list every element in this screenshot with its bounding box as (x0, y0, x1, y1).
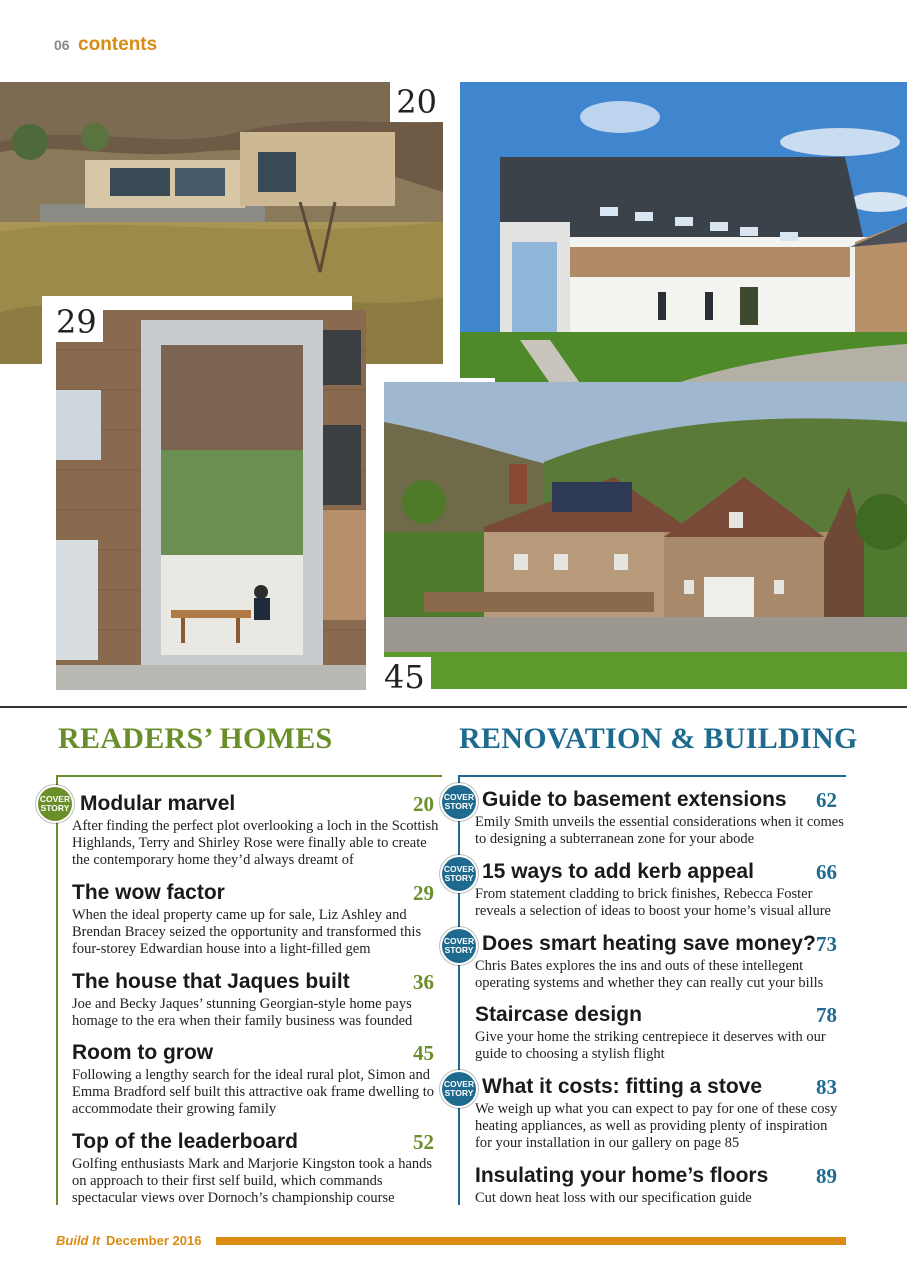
contents-entry[interactable] (475, 1075, 845, 1152)
photo-wow-factor-image (56, 310, 366, 690)
entry-title: The wow factor (72, 881, 225, 904)
entry-description: Golfing enthusiasts Mark and Marjorie Kingston took a hands on approach to their first self build, which commands spectacular views over Dornoch’s championship course (72, 1156, 433, 1206)
contents-entry[interactable] (72, 881, 442, 958)
entry-description: Emily Smith unveils the essential considerations when it comes to designing a subterranean zone for your abode (475, 814, 844, 847)
cover-story-badge (442, 785, 476, 819)
entry-page: 73 (816, 932, 837, 956)
entry-page: 29 (413, 881, 434, 905)
column-rule (56, 775, 442, 777)
entry-description: After finding the perfect plot overlooking a loch in the Scottish Highlands, Terry and Shirley Rose were finally able to create the contemporary home they’d always dreamt of (72, 818, 439, 868)
entry-title: Does smart heating save money? (482, 932, 816, 955)
entry-title: What it costs: fitting a stove (482, 1075, 763, 1098)
section-title-readers-homes: READERS’ HOMES (58, 722, 333, 755)
entry-title: Modular marvel (80, 792, 236, 815)
page-title: contents (78, 34, 158, 55)
contents-entry[interactable] (475, 1003, 845, 1063)
badge-line: COVER (443, 792, 475, 802)
contents-entry[interactable] (72, 792, 442, 869)
photo-page-number: 29 (50, 302, 103, 342)
entry-description: Cut down heat loss with our specification guide (475, 1190, 752, 1206)
photo-top-of-leaderboard[interactable] (460, 82, 907, 412)
entry-page: 45 (413, 1041, 434, 1065)
footer (56, 1233, 201, 1248)
contents-entry[interactable] (475, 932, 845, 992)
photo-room-to-grow[interactable] (384, 382, 907, 696)
entry-page: 20 (413, 792, 434, 816)
cover-story-badge (38, 787, 72, 821)
photo-page-number: 20 (390, 82, 443, 122)
footer-bar (216, 1237, 846, 1245)
badge-line: STORY (444, 945, 474, 955)
entry-description: When the ideal property came up for sale, Liz Ashley and Brendan Bracey seized the opportunity and transformed this four-storey Edwardian house into a light-filled gem (72, 907, 422, 957)
entry-page: 89 (816, 1164, 837, 1188)
contents-entry[interactable] (475, 788, 845, 848)
cover-story-badge (442, 1072, 476, 1106)
contents-entry[interactable] (475, 1164, 845, 1207)
entry-title: Insulating your home’s floors (475, 1164, 769, 1187)
column-rule (56, 775, 58, 1205)
badge-line: COVER (443, 864, 475, 874)
contents-entry[interactable] (72, 970, 442, 1030)
entry-description: From statement cladding to brick finishes, Rebecca Foster reveals a selection of ideas to boost your home’s visual allure (475, 886, 831, 919)
badge-line: STORY (444, 1088, 474, 1098)
cover-story-badge (442, 857, 476, 891)
badge-line: STORY (444, 873, 474, 883)
entry-title: Top of the leaderboard (72, 1130, 298, 1153)
contents-entry[interactable] (475, 860, 845, 920)
column-rule (458, 775, 846, 777)
badge-line: COVER (39, 794, 71, 804)
entry-page: 66 (816, 860, 837, 884)
photo-wow-factor[interactable] (56, 303, 366, 690)
section-title-renovation-building: RENOVATION & BUILDING (459, 722, 858, 755)
footer-brand: Build It (56, 1233, 101, 1248)
divider (0, 706, 907, 708)
contents-entry[interactable] (72, 1130, 442, 1207)
badge-line: COVER (443, 936, 475, 946)
entry-description: We weigh up what you can expect to pay for one of these cosy heating appliances, as well as providing plenty of inspiration for your installation in our gallery on page 85 (475, 1101, 838, 1151)
photo-room-to-grow-image (384, 382, 907, 689)
cover-story-badge (442, 929, 476, 963)
footer-issue: December 2016 (106, 1233, 202, 1248)
entry-page: 36 (413, 970, 434, 994)
entry-description: Joe and Becky Jaques’ stunning Georgian-style home pays homage to the era when their family business was founded (72, 996, 413, 1029)
column-rule (458, 775, 460, 1205)
page-number: 06 (54, 37, 70, 53)
badge-line: STORY (40, 803, 70, 813)
entry-description: Give your home the striking centrepiece it deserves with our guide to choosing a stylish flight (475, 1029, 826, 1062)
badge-line: COVER (443, 1079, 475, 1089)
photo-top-of-leaderboard-image (460, 82, 907, 412)
entry-page: 83 (816, 1075, 837, 1099)
photo-page-number: 45 (378, 657, 431, 697)
entry-description: Following a lengthy search for the ideal rural plot, Simon and Emma Bradford self built this attractive oak frame dwelling to accommodate their growing family (72, 1067, 434, 1117)
entry-title: 15 ways to add kerb appeal (482, 860, 754, 883)
entry-page: 52 (413, 1130, 434, 1154)
entry-title: Staircase design (475, 1003, 642, 1026)
badge-line: STORY (444, 801, 474, 811)
entry-title: Room to grow (72, 1041, 214, 1064)
entry-title: The house that Jaques built (72, 970, 350, 993)
contents-entry[interactable] (72, 1041, 442, 1118)
entry-page: 62 (816, 788, 837, 812)
entry-description: Chris Bates explores the ins and outs of these intellegent operating systems and whether they can really cut your bills (475, 958, 824, 991)
entry-page: 78 (816, 1003, 837, 1027)
entry-title: Guide to basement extensions (482, 788, 787, 811)
page-header (54, 34, 157, 56)
